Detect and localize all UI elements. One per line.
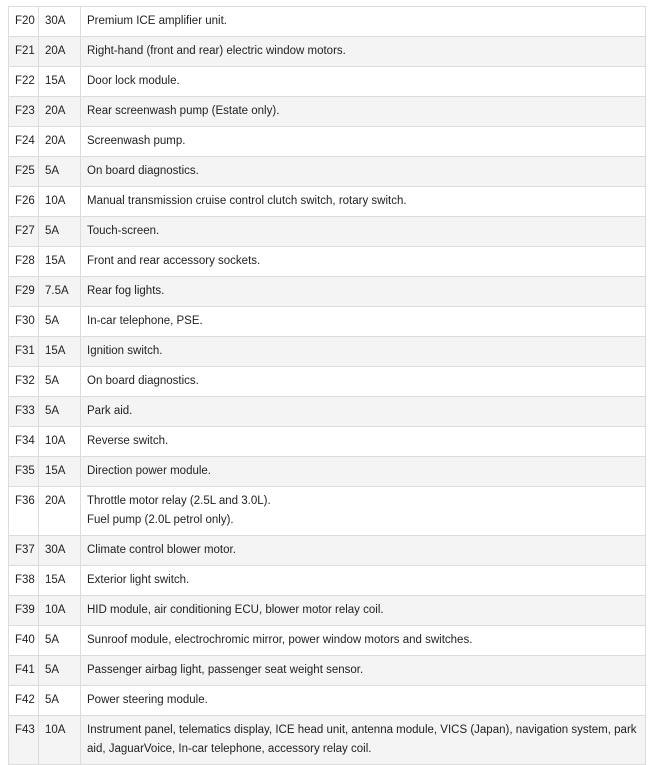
description-line: Direction power module. xyxy=(87,465,212,477)
fuse-number-cell: F31 xyxy=(9,337,39,367)
fuse-rating-cell: 15A xyxy=(39,247,81,277)
table-row xyxy=(9,626,646,656)
description-line: Park aid. xyxy=(87,405,133,417)
table-row xyxy=(9,67,646,97)
fuse-number-cell: F36 xyxy=(9,487,39,536)
fuse-number-cell: F38 xyxy=(9,566,39,596)
fuse-number-cell: F29 xyxy=(9,277,39,307)
fuse-rating-cell: 5A xyxy=(39,397,81,427)
fuse-rating-cell: 5A xyxy=(39,367,81,397)
fuse-rating-cell: 30A xyxy=(39,536,81,566)
fuse-number-cell: F30 xyxy=(9,307,39,337)
description-line: Premium ICE amplifier unit. xyxy=(87,15,227,27)
fuse-number-cell: F28 xyxy=(9,247,39,277)
fuse-number-cell: F27 xyxy=(9,217,39,247)
fuse-rating-cell: 10A xyxy=(39,716,81,765)
fuse-description-cell xyxy=(81,157,646,187)
description-line: On board diagnostics. xyxy=(87,375,199,387)
fuse-rating-cell: 15A xyxy=(39,337,81,367)
fuse-rating-cell: 20A xyxy=(39,487,81,536)
table-row xyxy=(9,716,646,765)
fuse-description-cell xyxy=(81,536,646,566)
table-row xyxy=(9,7,646,37)
fuse-description-cell xyxy=(81,37,646,67)
description-line: HID module, air conditioning ECU, blower motor relay coil. xyxy=(87,604,384,616)
fuse-description-cell xyxy=(81,487,646,536)
fuse-description-cell xyxy=(81,427,646,457)
table-row xyxy=(9,277,646,307)
fuse-number-cell: F22 xyxy=(9,67,39,97)
fuse-rating-cell: 15A xyxy=(39,566,81,596)
fuse-description-cell xyxy=(81,67,646,97)
fuse-rating-cell: 15A xyxy=(39,457,81,487)
description-line: Screenwash pump. xyxy=(87,135,186,147)
description-line: Passenger airbag light, passenger seat weight sensor. xyxy=(87,664,364,676)
table-row xyxy=(9,37,646,67)
table-row xyxy=(9,487,646,536)
fuse-table-container xyxy=(8,6,645,765)
fuse-rating-cell: 10A xyxy=(39,596,81,626)
fuse-description-cell xyxy=(81,656,646,686)
description-line: Climate control blower motor. xyxy=(87,544,236,556)
fuse-description-cell xyxy=(81,337,646,367)
fuse-description-cell xyxy=(81,566,646,596)
fuse-rating-cell: 20A xyxy=(39,37,81,67)
fuse-description-cell xyxy=(81,716,646,765)
description-line: Ignition switch. xyxy=(87,345,163,357)
fuse-description-cell xyxy=(81,247,646,277)
fuse-description-cell xyxy=(81,7,646,37)
description-line: Right-hand (front and rear) electric window motors. xyxy=(87,45,346,57)
fuse-rating-cell: 5A xyxy=(39,686,81,716)
description-line: Power steering module. xyxy=(87,694,208,706)
fuse-rating-cell: 7.5A xyxy=(39,277,81,307)
fuse-rating-cell: 5A xyxy=(39,157,81,187)
table-row xyxy=(9,217,646,247)
table-row xyxy=(9,656,646,686)
table-row xyxy=(9,187,646,217)
description-line: Touch-screen. xyxy=(87,225,160,237)
table-row xyxy=(9,596,646,626)
fuse-number-cell: F32 xyxy=(9,367,39,397)
table-row xyxy=(9,97,646,127)
fuse-number-cell: F26 xyxy=(9,187,39,217)
fuse-number-cell: F40 xyxy=(9,626,39,656)
fuse-number-cell: F25 xyxy=(9,157,39,187)
fuse-rating-cell: 20A xyxy=(39,97,81,127)
description-line: Fuel pump (2.0L petrol only). xyxy=(87,514,234,526)
fuse-description-cell xyxy=(81,307,646,337)
fuse-rating-cell: 5A xyxy=(39,656,81,686)
fuse-number-cell: F35 xyxy=(9,457,39,487)
fuse-description-cell xyxy=(81,626,646,656)
fuse-description-cell xyxy=(81,217,646,247)
fuse-rating-cell: 15A xyxy=(39,67,81,97)
description-line: Exterior light switch. xyxy=(87,574,190,586)
description-line: On board diagnostics. xyxy=(87,165,199,177)
fuse-rating-cell: 10A xyxy=(39,187,81,217)
description-line: Manual transmission cruise control clutch switch, rotary switch. xyxy=(87,195,407,207)
fuse-description-cell xyxy=(81,686,646,716)
fuse-number-cell: F34 xyxy=(9,427,39,457)
description-line: Reverse switch. xyxy=(87,435,169,447)
fuse-number-cell: F43 xyxy=(9,716,39,765)
fuse-description-cell xyxy=(81,397,646,427)
fuse-description-cell xyxy=(81,97,646,127)
table-row xyxy=(9,686,646,716)
fuse-number-cell: F33 xyxy=(9,397,39,427)
fuse-number-cell: F37 xyxy=(9,536,39,566)
fuse-number-cell: F24 xyxy=(9,127,39,157)
fuse-description-cell xyxy=(81,187,646,217)
description-line: Sunroof module, electrochromic mirror, power window motors and switches. xyxy=(87,634,473,646)
description-line: Rear screenwash pump (Estate only). xyxy=(87,105,280,117)
description-line: Front and rear accessory sockets. xyxy=(87,255,261,267)
fuse-description-cell xyxy=(81,127,646,157)
table-row xyxy=(9,367,646,397)
table-row xyxy=(9,157,646,187)
description-line: Throttle motor relay (2.5L and 3.0L). xyxy=(87,495,271,507)
fuse-number-cell: F20 xyxy=(9,7,39,37)
fuse-rating-cell: 20A xyxy=(39,127,81,157)
fuse-description-cell xyxy=(81,277,646,307)
table-row xyxy=(9,247,646,277)
fuse-number-cell: F41 xyxy=(9,656,39,686)
table-row xyxy=(9,307,646,337)
fuse-rating-cell: 30A xyxy=(39,7,81,37)
description-line: Instrument panel, telematics display, ICE head unit, antenna module, VICS (Japan), navigation system, park aid, JaguarVoice, In-car telephone, accessory relay coil. xyxy=(87,724,637,755)
table-row xyxy=(9,427,646,457)
fuse-rating-cell: 10A xyxy=(39,427,81,457)
description-line: Door lock module. xyxy=(87,75,180,87)
fuse-description-cell xyxy=(81,457,646,487)
table-row xyxy=(9,337,646,367)
fuse-rating-cell: 5A xyxy=(39,626,81,656)
fuse-number-cell: F23 xyxy=(9,97,39,127)
table-row xyxy=(9,127,646,157)
table-row xyxy=(9,457,646,487)
table-row xyxy=(9,536,646,566)
fuse-rating-cell: 5A xyxy=(39,307,81,337)
fuse-number-cell: F42 xyxy=(9,686,39,716)
fuse-description-cell xyxy=(81,367,646,397)
fuse-number-cell: F39 xyxy=(9,596,39,626)
fuse-rating-cell: 5A xyxy=(39,217,81,247)
fuse-table xyxy=(8,6,646,765)
table-row xyxy=(9,566,646,596)
description-line: In-car telephone, PSE. xyxy=(87,315,203,327)
fuse-description-cell xyxy=(81,596,646,626)
description-line: Rear fog lights. xyxy=(87,285,165,297)
table-row xyxy=(9,397,646,427)
fuse-number-cell: F21 xyxy=(9,37,39,67)
fuse-table-body xyxy=(9,7,646,765)
